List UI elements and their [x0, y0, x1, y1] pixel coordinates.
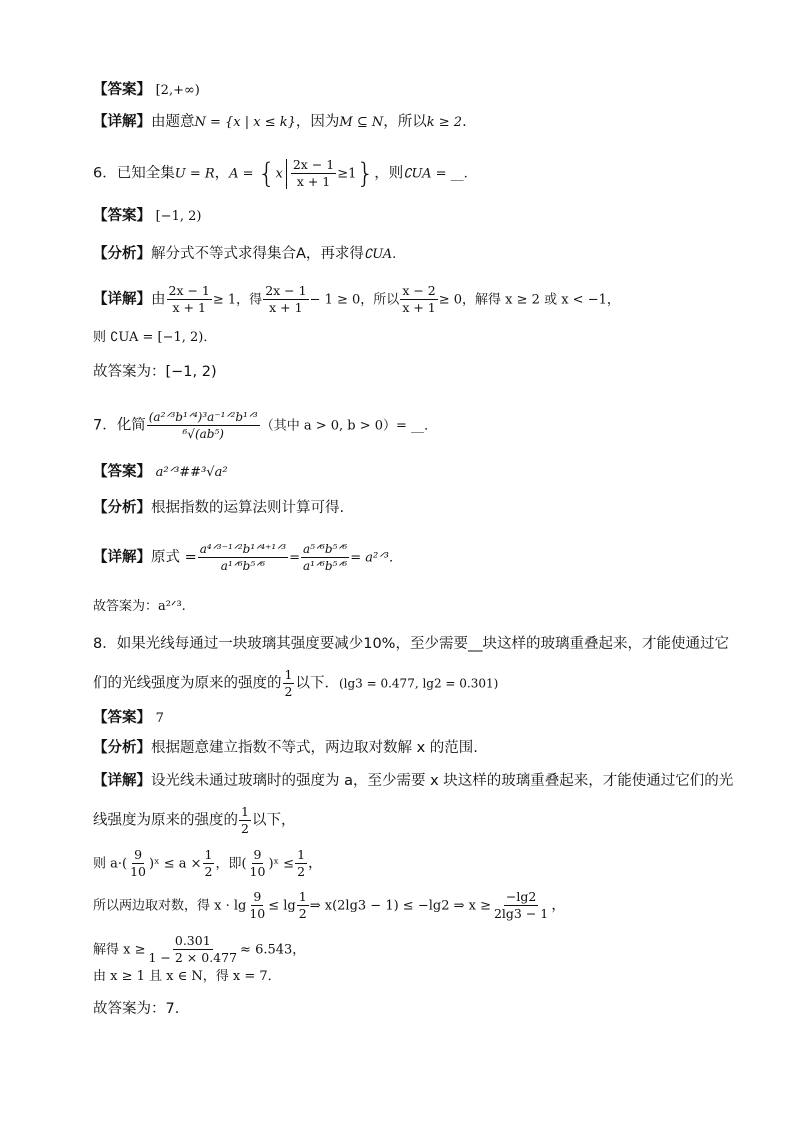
denominator: x + 1: [402, 300, 436, 315]
numerator: a⁵ᐟ⁶b⁵ᐟ⁶: [302, 542, 348, 556]
question-text: （其中 a > 0, b > 0）= __．: [260, 418, 438, 434]
right-brace-icon: }: [356, 156, 375, 190]
detail-text: )ˣ ≤: [268, 856, 295, 872]
detail-label: 【详解】: [93, 291, 151, 308]
denominator: 2: [204, 864, 213, 879]
fraction: [297, 890, 309, 921]
fraction: [198, 542, 288, 573]
denominator: x + 1: [296, 174, 331, 189]
detail-text: 原式 =: [151, 549, 197, 566]
fraction: [147, 934, 240, 965]
detail-text: ，: [551, 897, 566, 914]
analysis-text: 根据题意建立指数不等式，两边取对数解 x 的范围.: [151, 740, 478, 756]
analysis-label: 【分析】: [93, 500, 151, 516]
numerator: 9: [253, 889, 262, 904]
numerator: 0.301: [174, 933, 211, 948]
complement-blank: ∁UA = __.: [403, 166, 468, 182]
answer-8-line: [93, 708, 164, 729]
fraction: [291, 158, 336, 189]
detail-text: 由: [151, 291, 166, 308]
numerator: 2x − 1: [265, 283, 307, 298]
detail-text: ，即(: [215, 856, 247, 872]
result-k: k ≥ 2: [426, 115, 463, 130]
numerator: 2x − 1: [292, 157, 335, 172]
detail-text: 所以两边取对数，得 x · lg: [93, 898, 247, 914]
detail-text: = a²ᐟ³．: [350, 550, 402, 566]
denominator: 1 − 2 × 0.477: [148, 950, 238, 965]
numerator: 1: [204, 847, 213, 862]
detail-text: 解得 x ≥: [93, 942, 146, 958]
inequality: ≥1: [337, 166, 357, 182]
fraction: [147, 410, 260, 441]
numerator: 9: [134, 847, 143, 862]
numerator: a⁴ᐟ³⁻¹ᐟ²b¹ᐟ⁴⁺¹ᐟ³: [199, 542, 287, 556]
log-values: (lg3 = 0.477, lg2 = 0.301): [338, 676, 499, 691]
detail-8-line-2: [93, 805, 295, 836]
numerator: 1: [241, 804, 249, 819]
numerator: x − 2: [402, 283, 436, 298]
detail-text: =: [289, 550, 300, 566]
detail-text: 设光线未通过玻璃时的强度为 a，至少需要 x 块这样的玻璃重叠起来，才能使通过它们的光: [151, 773, 734, 789]
detail-5-line: [93, 112, 467, 133]
answer-5-line: [93, 80, 200, 101]
detail-text: 则 a·(: [93, 856, 128, 872]
subset-relation: M ⊆ N: [339, 115, 384, 130]
detail-text: ，: [308, 855, 323, 872]
denominator: x + 1: [269, 300, 303, 315]
analysis-8-line: [93, 738, 478, 758]
denominator: 10: [249, 864, 266, 879]
numerator: (a²ᐟ³b¹ᐟ⁴)³a⁻¹ᐟ²b¹ᐟ³: [148, 410, 258, 424]
final-answer: 故答案为：a²ᐟ³.: [93, 599, 186, 614]
final-answer: 故答案为：[−1, 2): [93, 364, 217, 380]
fraction: [283, 668, 295, 699]
question-text: 们的光线强度为原来的强度的: [93, 675, 282, 692]
answer-7-line: [93, 462, 228, 483]
denominator: a¹ᐟ⁶b⁵ᐟ⁶: [302, 559, 348, 573]
detail-label: 【详解】: [93, 773, 151, 789]
detail-text: 则 ∁UA = [−1, 2)．: [93, 330, 217, 345]
final-answer-8: [93, 999, 179, 1019]
detail-text: 由题意: [151, 114, 195, 130]
detail-text: 由 x ≥ 1 且 x ∈ N，得 x = 7．: [93, 969, 281, 984]
denominator: 2lg3 − 1: [493, 906, 549, 921]
detail-text: )ˣ ≤ a ×: [149, 856, 202, 872]
answer-label: 【答案】: [93, 710, 151, 726]
fraction: [263, 284, 308, 315]
answer-6: [−1, 2): [155, 209, 202, 224]
detail-text: − 1 ≥ 0，所以: [309, 292, 400, 308]
set-bar: [286, 159, 287, 189]
universal-set: U = R: [174, 166, 215, 182]
analysis-label: 【分析】: [93, 246, 151, 262]
question-text: 8．如果光线每通过一块玻璃其强度要减少10%，至少需要__块这样的玻璃重叠起来，才能使通过它: [93, 636, 729, 652]
question-text: 以下．: [295, 675, 339, 692]
detail-text: ⇒ x(2lg3 − 1) ≤ −lg2 ⇒ x ≥: [309, 898, 491, 914]
denominator: a¹ᐟ⁶b⁵ᐟ⁶: [220, 559, 266, 573]
detail-8-line-3: [93, 848, 323, 879]
numerator: 1: [284, 667, 293, 682]
question-7: [93, 410, 437, 441]
detail-text: ，所以: [383, 114, 427, 130]
answer-6-line: [93, 206, 201, 227]
denominator: 2: [298, 906, 307, 921]
numerator: 1: [298, 889, 307, 904]
question-6: [93, 158, 468, 189]
complement: ∁UA.: [363, 247, 397, 262]
detail-text: ≈ 6.543，: [240, 942, 306, 958]
detail-8-line-5: [93, 934, 305, 965]
set-n: N = {x | x ≤ k}: [194, 115, 296, 130]
detail-6-result: [93, 327, 216, 348]
detail-text: ，因为: [295, 114, 340, 130]
detail-text: .: [462, 114, 467, 130]
final-answer-7: [93, 596, 186, 617]
numerator: 9: [253, 847, 262, 862]
detail-8-line-4: [93, 890, 566, 921]
answer-label: 【答案】: [93, 464, 151, 480]
detail-text: ≤ lg: [268, 898, 296, 914]
denominator: 10: [130, 864, 146, 879]
fraction: [400, 284, 437, 315]
fraction: [203, 848, 215, 879]
final-answer: 故答案为：7.: [93, 1001, 180, 1017]
answer-7: a²ᐟ³##³√a²: [155, 465, 228, 480]
denominator: x + 1: [172, 300, 206, 315]
denominator: ⁶√(ab⁵): [182, 427, 224, 441]
fraction: [492, 890, 550, 921]
detail-7-line: [93, 542, 402, 573]
final-answer-6: [93, 362, 217, 382]
fraction: [295, 848, 307, 879]
detail-label: 【详解】: [93, 549, 151, 566]
question-text: ，则: [374, 165, 404, 182]
analysis-6-line: [93, 244, 396, 265]
answer-label: 【答案】: [93, 82, 151, 98]
detail-text: ≥ 1，得: [212, 292, 263, 308]
analysis-label: 【分析】: [93, 740, 151, 756]
question-8-line-1: [93, 634, 729, 654]
set-a-label: A =: [229, 166, 258, 182]
analysis-7-line: [93, 498, 344, 518]
question-text: 6．已知全集: [93, 165, 175, 182]
numerator: 2x − 1: [168, 283, 210, 298]
detail-8-line-6: [93, 966, 281, 987]
answer-5: [2,+∞): [155, 83, 200, 98]
set-var: x: [275, 166, 283, 182]
fraction: [239, 805, 251, 836]
denominator: 2: [284, 684, 293, 699]
fraction: [248, 848, 268, 879]
numerator: −lg2: [505, 889, 537, 904]
left-brace-icon: {: [257, 156, 276, 190]
detail-text: 以下，: [251, 812, 296, 829]
fraction: [247, 890, 267, 921]
fraction: [167, 284, 212, 315]
detail-8-line-1: [93, 771, 733, 791]
detail-text: 线强度为原来的强度的: [93, 812, 238, 829]
question-text: 7．化简: [93, 417, 146, 434]
fraction: [301, 542, 349, 573]
denominator: 2: [297, 864, 306, 879]
detail-6-line: [93, 284, 620, 315]
question-8-line-2: [93, 668, 498, 699]
answer-label: 【答案】: [93, 208, 151, 224]
detail-label: 【详解】: [93, 114, 151, 130]
analysis-text: 根据指数的运算法则计算可得.: [151, 500, 345, 516]
denominator: 10: [249, 906, 266, 921]
answer-8: 7: [155, 711, 164, 726]
numerator: 1: [297, 847, 306, 862]
question-text: ，: [214, 165, 230, 182]
analysis-text: 解分式不等式求得集合A，再求得: [151, 246, 364, 262]
detail-text: ≥ 0，解得 x ≥ 2 或 x < −1，: [438, 292, 620, 308]
denominator: 2: [241, 821, 249, 836]
fraction: [128, 848, 148, 879]
